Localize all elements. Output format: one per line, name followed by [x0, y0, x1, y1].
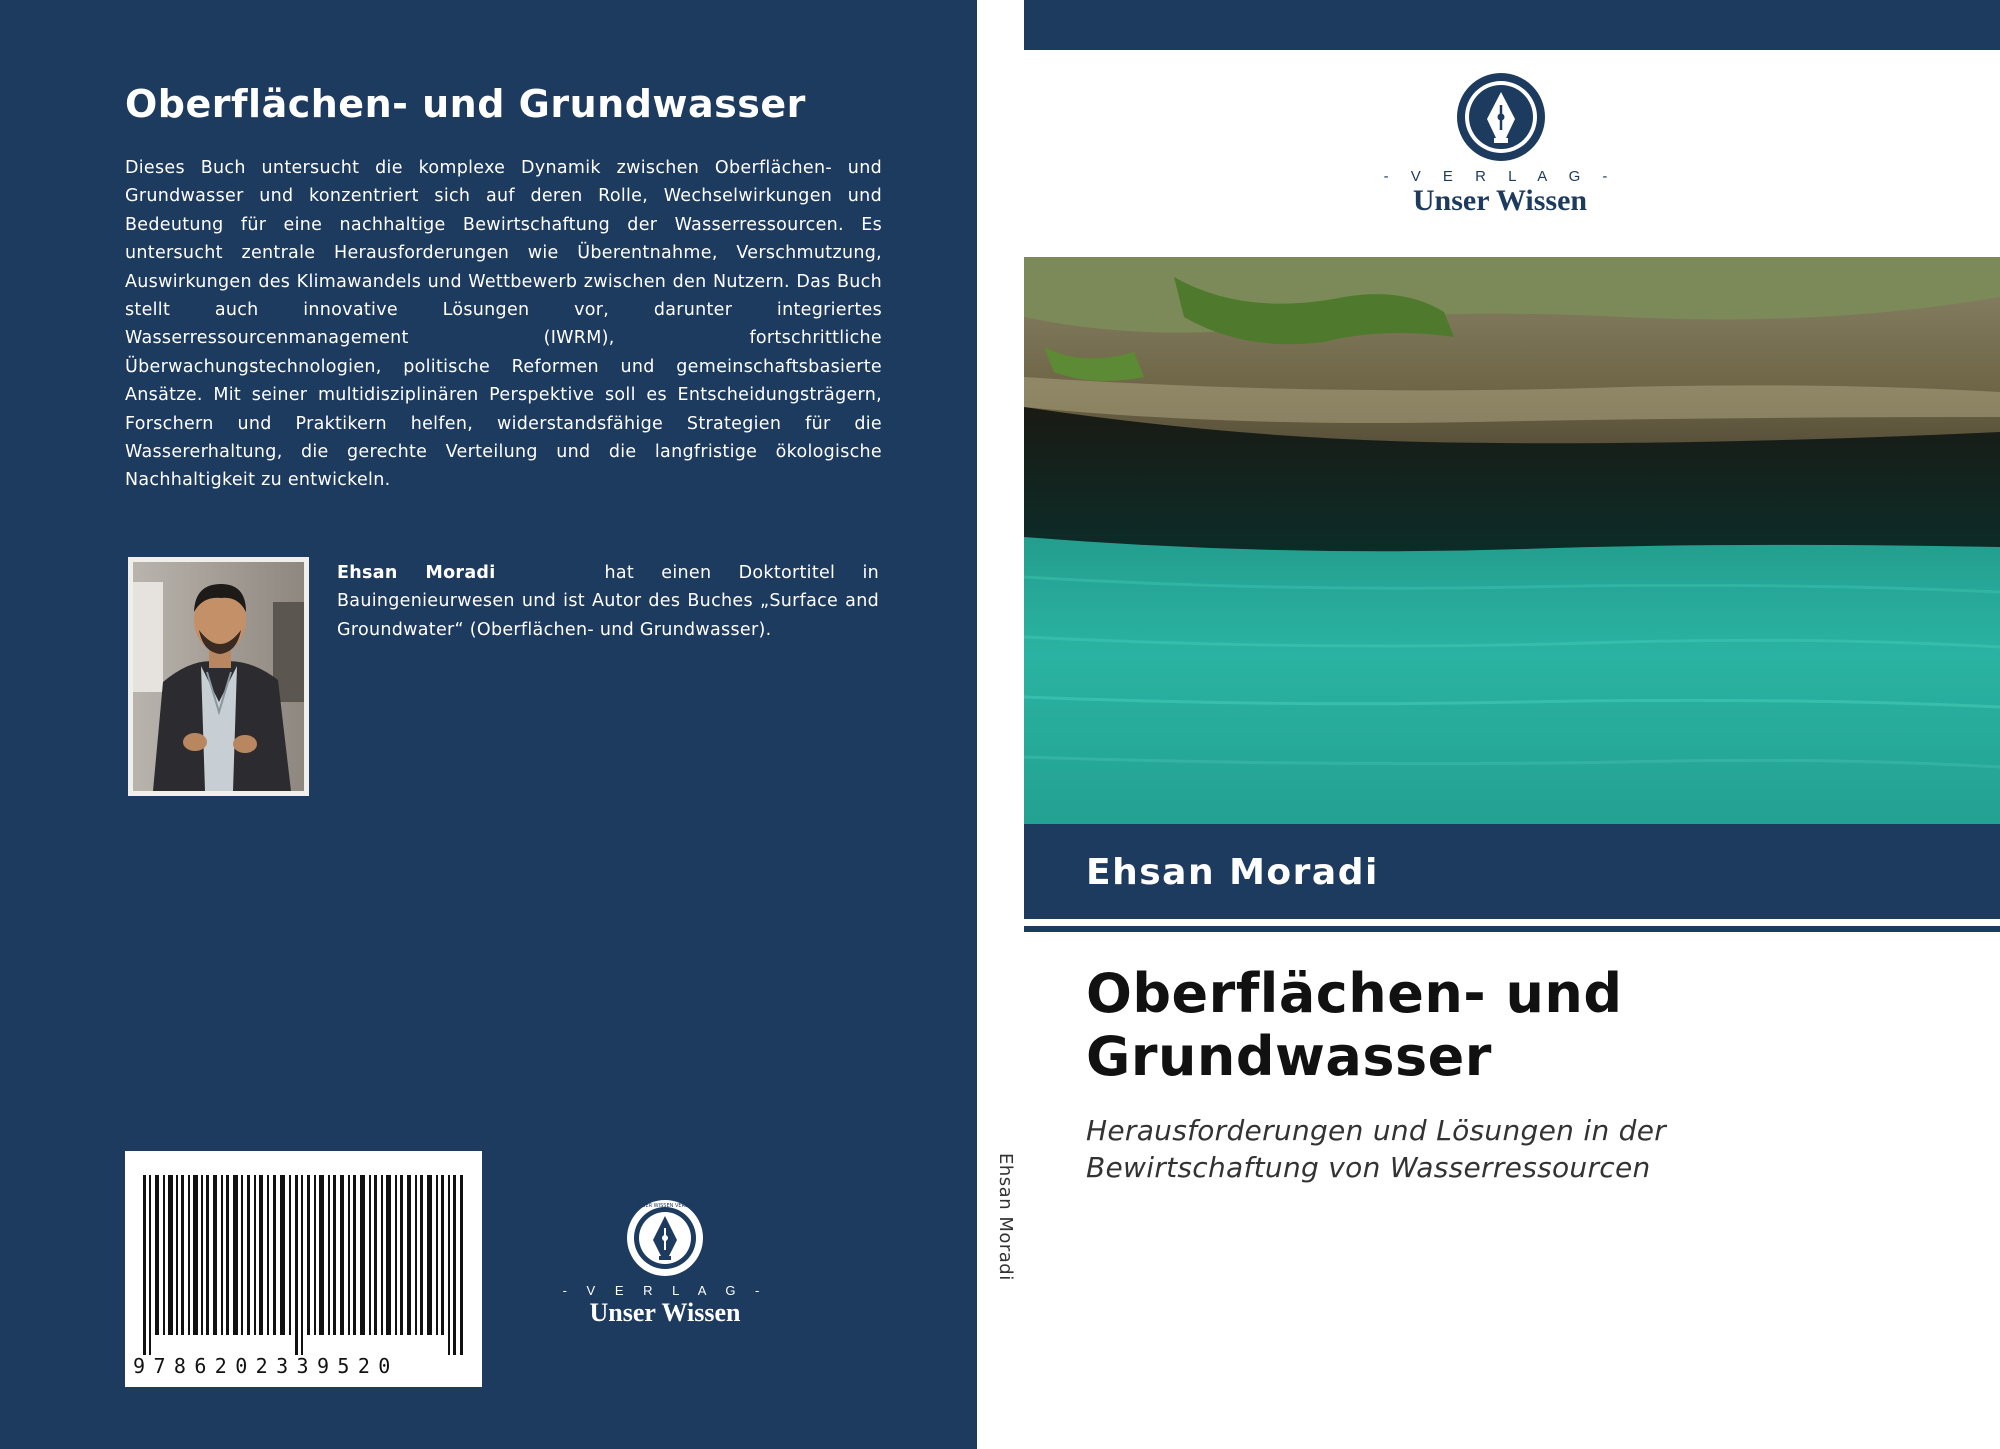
- front-top-bar: [1024, 0, 2000, 50]
- front-subtitle-line1: Herausforderungen und Lösungen in der: [1086, 1114, 1667, 1147]
- front-divider-rule: [1024, 926, 2000, 932]
- back-cover-title: Oberflächen- und Grundwasser: [125, 82, 806, 126]
- author-bio-name: Ehsan Moradi: [337, 563, 496, 583]
- front-subtitle: [1086, 1112, 1966, 1186]
- fountain-pen-nib-icon: [1456, 72, 1546, 162]
- barcode-bars: [143, 1175, 464, 1355]
- back-logo-name: Unser Wissen: [589, 1298, 741, 1327]
- cover-photo: [1024, 257, 2000, 824]
- front-subtitle-line2: Bewirtschaftung von Wasserressourcen: [1086, 1151, 1651, 1184]
- front-publisher-logo: [1380, 72, 1620, 222]
- front-title-line2: Grundwasser: [1086, 1025, 1492, 1088]
- front-author-name: Ehsan Moradi: [1086, 852, 1379, 893]
- author-bio: [337, 559, 879, 644]
- isbn-barcode: [125, 1151, 482, 1387]
- back-publisher-logo: [560, 1198, 770, 1338]
- front-title-line1: Oberflächen- und: [1086, 962, 1623, 1025]
- cave-water-photo: [1024, 257, 2000, 824]
- fountain-pen-nib-icon: [625, 1198, 705, 1278]
- author-photo: [128, 557, 309, 796]
- front-logo-verlag: - V E R L A G -: [1383, 168, 1617, 185]
- back-logo-verlag: - V E R L A G -: [562, 1283, 768, 1298]
- spine-author: Ehsan Moradi: [995, 1153, 1016, 1281]
- book-blurb: Dieses Buch untersucht die komplexe Dynamik zwischen Oberflächen- und Grundwasser und konzentriert sich auf deren Rolle, Wechselwirkungen und Bedeutung für eine nachhaltige Bewirtschaftung der Wasserressourcen. Es untersucht zentrale Herausforderungen wie Überentnahme, Verschmutzung, Auswirkungen des Klimawandels und Wettbewerb zwischen den Nutzern. Das Buch stellt auch innovative Lösungen vor, darunter integriertes Wasserressourcenmanagement (IWRM), fortschrittliche Überwachungstechnologien, politische Reformen und gemeinschaftsbasierte Ansätze. Mit seiner multidisziplinären Perspektive soll es Entscheidungsträgern, Forschern und Praktikern helfen, widerstandsfähige Strategien für die Wassererhaltung, die gerechte Verteilung und die langfristige ökologische Nachhaltigkeit zu entwickeln.: [125, 158, 882, 491]
- emblem-ring-text: UNSER WISSEN VERLAG: [634, 1203, 696, 1209]
- front-title: [1086, 962, 1966, 1088]
- author-bio-text: hat einen Doktortitel in Bauingenieurwesen und ist Autor des Buches „Surface and Groundwater“ (Oberflächen- und Grundwasser).: [337, 563, 879, 640]
- isbn-number: 9786202339520: [133, 1354, 399, 1378]
- front-logo-name: Unser Wissen: [1412, 184, 1588, 217]
- author-portrait-image: [133, 562, 304, 791]
- back-cover: [0, 0, 977, 1449]
